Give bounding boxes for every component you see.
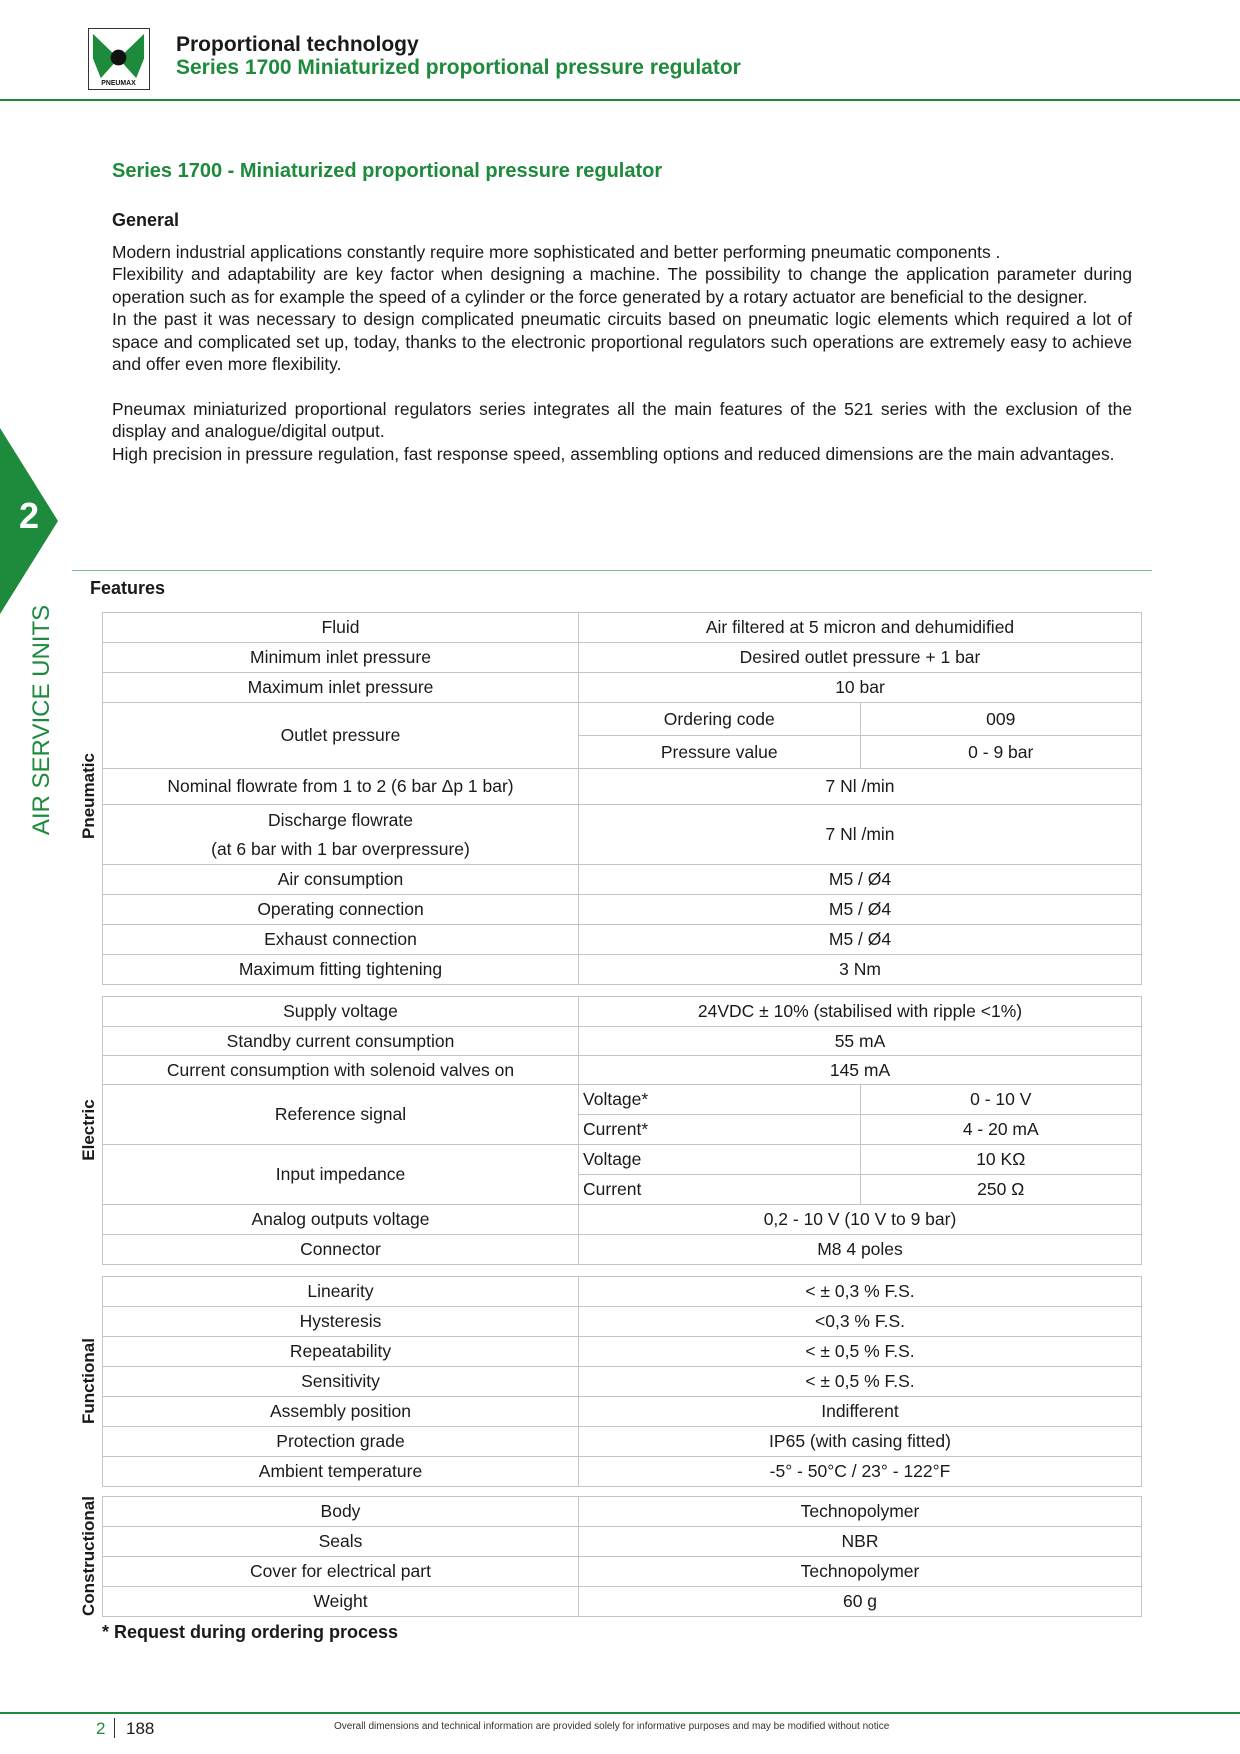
spec-value: 55 mA: [579, 1027, 1142, 1056]
table-row: [103, 805, 1142, 865]
spec-sublabel: Ordering code: [579, 703, 861, 736]
functional-table: [102, 1276, 1142, 1487]
spec-label: Reference signal: [103, 1085, 579, 1145]
spec-label: Weight: [103, 1587, 579, 1617]
spec-value: Indifferent: [579, 1397, 1142, 1427]
general-paragraph: High precision in pressure regulation, fast response speed, assembling options and reduced dimensions are the main advantages.: [112, 443, 1115, 464]
table-row: [103, 1307, 1142, 1337]
spec-label: Ambient temperature: [103, 1457, 579, 1487]
table-row: [103, 1056, 1142, 1085]
general-paragraph: Modern industrial applications constantly require more sophisticated and better performing pneumatic components .: [112, 242, 1001, 262]
group-label-functional: Functional: [79, 1338, 98, 1424]
table-row: [103, 1587, 1142, 1617]
table-row: [103, 1397, 1142, 1427]
spec-value: 3 Nm: [579, 955, 1142, 985]
spec-label: Fluid: [103, 613, 579, 643]
table-row: [103, 769, 1142, 805]
logo-text: PNEUMAX: [101, 80, 136, 88]
table-row: [103, 1497, 1142, 1527]
spec-value: Technopolymer: [579, 1557, 1142, 1587]
spec-label: Body: [103, 1497, 579, 1527]
spec-label: Connector: [103, 1235, 579, 1265]
general-paragraph: Flexibility and adaptability are key factor when designing a machine. The possibility to change the application parameter during operation such as for example the speed of a cylinder or the force generated by a rotary actuator are beneficial to the designer.: [112, 264, 1132, 307]
header-divider: [0, 99, 1240, 101]
spec-value: Desired outlet pressure + 1 bar: [579, 643, 1142, 673]
section-divider: [72, 570, 1152, 571]
spec-value: 4 - 20 mA: [860, 1115, 1142, 1145]
table-row: [103, 1427, 1142, 1457]
spec-sublabel: Pressure value: [579, 736, 861, 769]
section-title: Series 1700 - Miniaturized proportional pressure regulator: [112, 160, 663, 182]
spec-label: Assembly position: [103, 1397, 579, 1427]
spec-value: 7 Nl /min: [579, 769, 1142, 805]
spec-value: M5 / Ø4: [579, 925, 1142, 955]
spec-value: 24VDC ± 10% (stabilised with ripple <1%): [579, 997, 1142, 1027]
table-row: [103, 1557, 1142, 1587]
spec-label: Input impedance: [103, 1145, 579, 1205]
spec-label: Supply voltage: [103, 997, 579, 1027]
spec-value: 145 mA: [579, 1056, 1142, 1085]
spec-value: Technopolymer: [579, 1497, 1142, 1527]
spec-value: < ± 0,5 % F.S.: [579, 1337, 1142, 1367]
spec-label: Outlet pressure: [103, 703, 579, 769]
pneumatic-table: [102, 612, 1142, 985]
spec-label: Operating connection: [103, 895, 579, 925]
spec-label: Hysteresis: [103, 1307, 579, 1337]
spec-sublabel: Voltage: [579, 1145, 861, 1175]
table-row: [103, 895, 1142, 925]
table-row: [103, 673, 1142, 703]
table-row: [103, 1277, 1142, 1307]
spec-label: Analog outputs voltage: [103, 1205, 579, 1235]
spec-label: Repeatability: [103, 1337, 579, 1367]
spec-label: Sensitivity: [103, 1367, 579, 1397]
chapter-label: AIR SERVICE UNITS: [28, 604, 55, 836]
header-subtitle: Series 1700 Miniaturized proportional pressure regulator: [176, 56, 741, 79]
table-row: [103, 1235, 1142, 1265]
spec-value: 0,2 - 10 V (10 V to 9 bar): [579, 1205, 1142, 1235]
table-row: [103, 865, 1142, 895]
spec-label: Nominal flowrate from 1 to 2 (6 bar Δp 1 bar): [103, 769, 579, 805]
spec-label: Maximum fitting tightening: [103, 955, 579, 985]
spec-label-line: Discharge flowrate: [268, 809, 413, 830]
spec-value: IP65 (with casing fitted): [579, 1427, 1142, 1457]
spec-label: Exhaust connection: [103, 925, 579, 955]
table-row: [103, 643, 1142, 673]
spec-value: 10 KΩ: [860, 1145, 1142, 1175]
table-row: [103, 1457, 1142, 1487]
features-heading: Features: [90, 578, 166, 598]
spec-label: Current consumption with solenoid valves on: [103, 1056, 579, 1085]
spec-value: 009: [860, 703, 1142, 736]
pneumax-logo: [88, 28, 150, 90]
spec-value: 60 g: [579, 1587, 1142, 1617]
spec-label: Linearity: [103, 1277, 579, 1307]
spec-label: Air consumption: [103, 865, 579, 895]
spec-value: 10 bar: [579, 673, 1142, 703]
general-paragraph: In the past it was necessary to design complicated pneumatic circuits based on pneumatic logic elements which required a lot of space and complicated set up, today, thanks to the electronic proportional regulators such operations are extremely easy to achieve and offer even more flexibility.: [112, 309, 1132, 375]
electric-table: [102, 996, 1142, 1265]
table-row: [103, 997, 1142, 1027]
table-row: [103, 1085, 1142, 1115]
group-label-constructional: Constructional: [79, 1496, 98, 1616]
spec-value: 7 Nl /min: [579, 805, 1142, 865]
constructional-table: [102, 1496, 1142, 1617]
spec-sublabel: Current: [579, 1175, 861, 1205]
pneumax-logo-icon: [89, 29, 148, 88]
spec-label: Maximum inlet pressure: [103, 673, 579, 703]
general-text: [112, 241, 1132, 465]
spec-value: 250 Ω: [860, 1175, 1142, 1205]
spec-label: Cover for electrical part: [103, 1557, 579, 1587]
spec-sublabel: Current*: [579, 1115, 861, 1145]
header-title: Proportional technology: [176, 33, 419, 56]
table-row: [103, 1337, 1142, 1367]
spec-value: 0 - 10 V: [860, 1085, 1142, 1115]
table-row: [103, 1027, 1142, 1056]
table-row: [103, 1527, 1142, 1557]
spec-label-line: (at 6 bar with 1 bar overpressure): [211, 838, 470, 859]
spec-label: Seals: [103, 1527, 579, 1557]
general-heading: General: [112, 210, 180, 230]
spec-sublabel: Voltage*: [579, 1085, 861, 1115]
spec-label: Protection grade: [103, 1427, 579, 1457]
footer-page-number: 188: [126, 1719, 155, 1738]
footer-separator: [114, 1718, 115, 1738]
spec-value: M8 4 poles: [579, 1235, 1142, 1265]
spec-label: [103, 805, 579, 865]
spec-label: Standby current consumption: [103, 1027, 579, 1056]
footnote: * Request during ordering process: [102, 1622, 399, 1642]
table-row: [103, 703, 1142, 736]
spec-value: < ± 0,3 % F.S.: [579, 1277, 1142, 1307]
table-row: [103, 1145, 1142, 1175]
table-row: [103, 613, 1142, 643]
spec-value: Air filtered at 5 micron and dehumidified: [579, 613, 1142, 643]
table-row: [103, 925, 1142, 955]
footer-chapter: 2: [96, 1719, 106, 1738]
spec-value: M5 / Ø4: [579, 865, 1142, 895]
spec-value: M5 / Ø4: [579, 895, 1142, 925]
group-label-electric: Electric: [79, 1099, 98, 1161]
spec-value: <0,3 % F.S.: [579, 1307, 1142, 1337]
general-paragraph: Pneumax miniaturized proportional regulators series integrates all the main features of the 521 series with the exclusion of the display and analogue/digital output.: [112, 398, 1132, 442]
spec-value: < ± 0,5 % F.S.: [579, 1367, 1142, 1397]
footer-disclaimer: Overall dimensions and technical information are provided solely for informative purposes and may be modified without notice: [334, 1721, 890, 1732]
chapter-number: 2: [18, 495, 40, 536]
table-row: [103, 1367, 1142, 1397]
table-row: [103, 1205, 1142, 1235]
spec-value: NBR: [579, 1527, 1142, 1557]
spec-value: 0 - 9 bar: [860, 736, 1142, 769]
footer-divider: [0, 1712, 1240, 1714]
spec-value: -5° - 50°C / 23° - 122°F: [579, 1457, 1142, 1487]
table-row: [103, 955, 1142, 985]
group-label-pneumatic: Pneumatic: [79, 753, 98, 839]
spec-label: Minimum inlet pressure: [103, 643, 579, 673]
